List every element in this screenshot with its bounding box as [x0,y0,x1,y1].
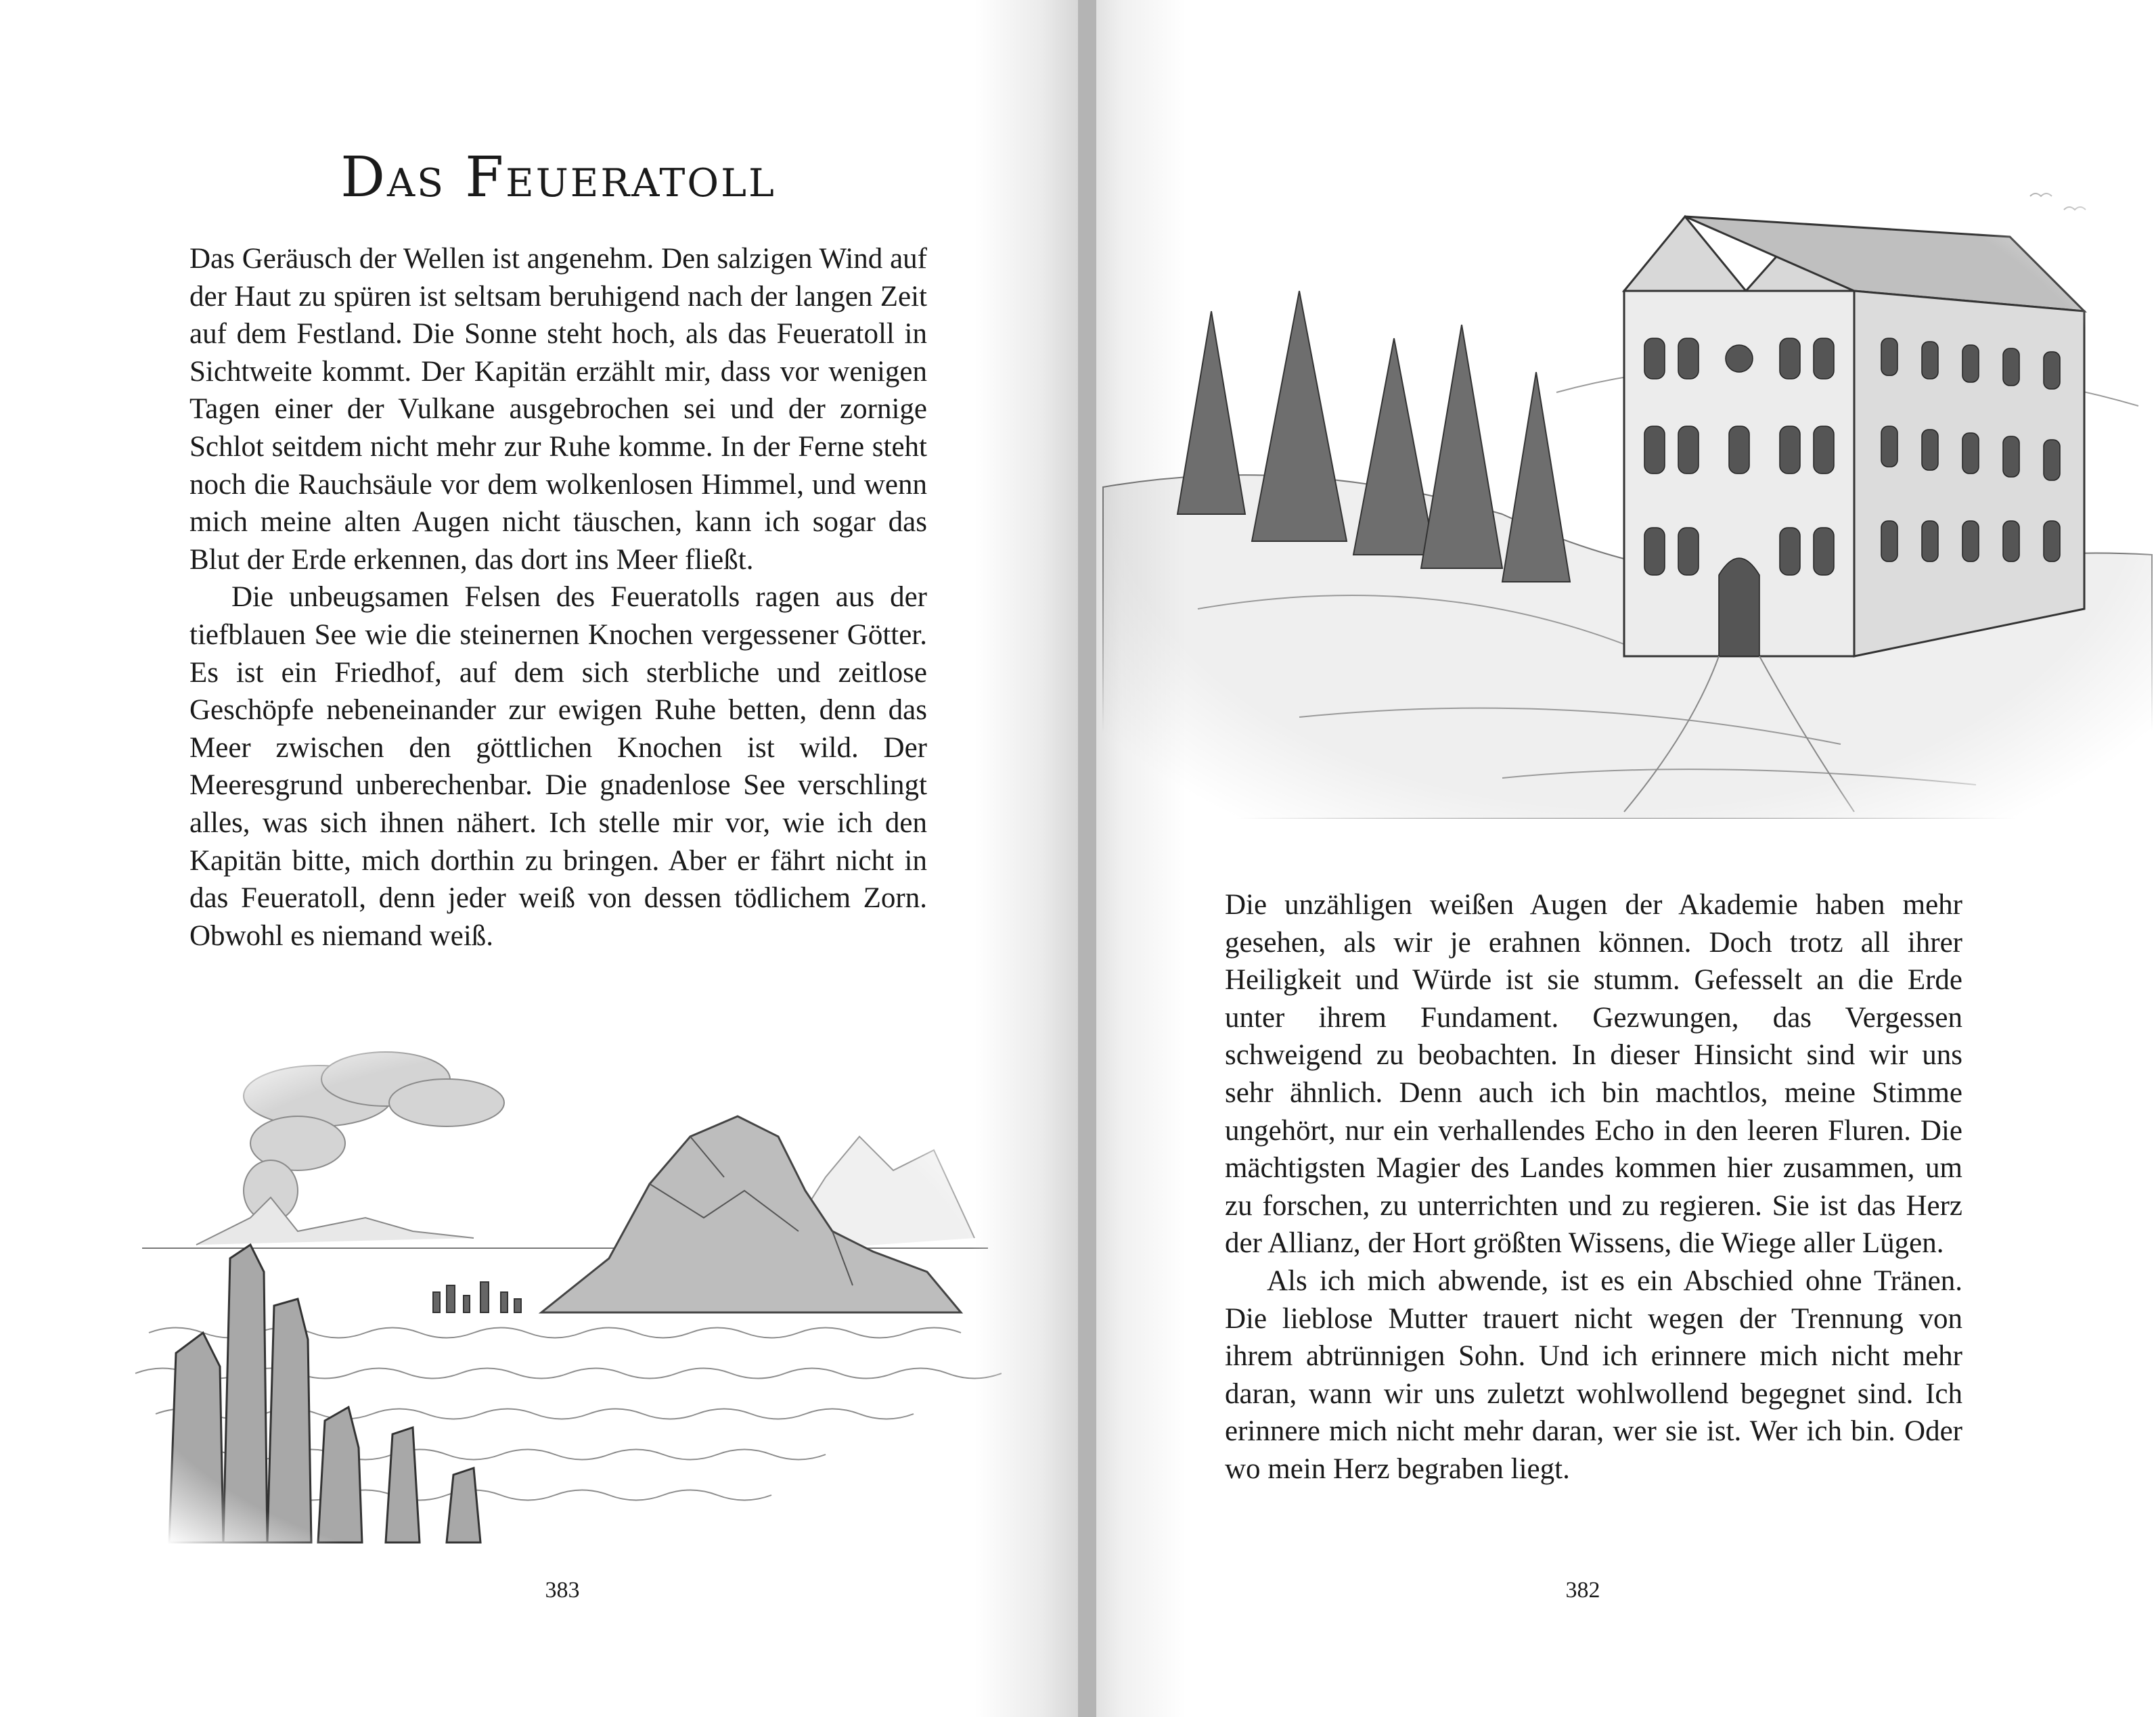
left-paragraph-1: Das Geräusch der Wellen ist angenehm. Den salzigen Wind auf der Haut zu spüren ist seltsam beruhigend nach der langen Zeit auf dem Festland. Die Sonne steht hoch, als das Feueratoll in Sichtweite kommt. Der Kapitän erzählt mir, dass vor wenigen Tagen einer der Vulkane ausgebrochen sei und der zornige Schlot seitdem nicht mehr zur Ruhe komme. In der Ferne steht noch die Rauchsäule vor dem wolkenlosen Himmel, und wenn mich meine alten Augen nicht täuschen, kann ich sogar das Blut der Erde erkennen, das dort ins Meer fließt. [189,243,927,576]
right-paragraph-1: Die unzähligen weißen Augen der Akademie haben mehr gesehen, als wir je erahnen können. Doch trotz all ihrer Heiligkeit und Würde ist sie stumm. Gefesselt an die Erde unter ihrem Fundament. Gezwungen, das Vergessen schweigend zu beobachten. In dieser Hinsicht sind wir uns sehr ähnlich. Denn auch ich bin machtlos, meine Stimme ungehört, nur ein verhallendes Echo in den leeren Fluren. Die mächtigsten Magier des Landes kommen hier zusammen, um zu forschen, zu unterrichten und zu regieren. Sie ist das Herz der Allianz, der Hort größten Wissens, die Wiege aller Lügen. [1225,889,1962,1260]
gutter-shadow-right [1078,0,1186,1717]
academy-building-sketch-icon [1096,135,2156,819]
right-paragraph-2: Als ich mich abwende, ist es ein Abschied ohne Tränen. Die lieblose Mutter trauert nicht wegen der Trennung von ihrem abtrünnigen Sohn. Und ich erinnere mich nicht mehr daran, wann wir uns zuletzt wohlwollend begegnet sind. Ich erinnere mich nicht mehr daran, wer sie ist. Wer ich bin. Oder wo mein Herz begraben liegt. [1225,1264,1962,1485]
left-paragraph-2: Die unbeugsamen Felsen des Feueratolls ragen aus der tiefblauen See wie die steinernen Knochen vergessener Götter. Es ist ein Friedhof, auf dem sich sterbliche und zeitlose Geschöpfe nebeneinander zur ewigen Ruhe betten, denn das Meer zwischen den göttlichen Knochen ist wild. Der Meeresgrund unberechenbar. Die gnadenlose See verschlingt alles, was sich ihnen nähert. Ich stelle mir vor, wie ich den Kapitän bitte, mich dorthin zu bringen. Aber er fährt nicht in das Feueratoll, denn jeder weiß von dessen tödlichem Zorn. Obwohl es niemand weiß. [189,581,927,952]
right-page [1078,0,2156,1717]
page-number-left: 383 [545,1578,580,1603]
page-number-right: 382 [1565,1578,1600,1603]
right-page-text [1225,886,1962,1488]
chapter-title: Das Feueratoll [340,145,776,210]
volcanic-atoll-sketch-icon [95,1015,1002,1556]
left-page-text [189,240,927,955]
